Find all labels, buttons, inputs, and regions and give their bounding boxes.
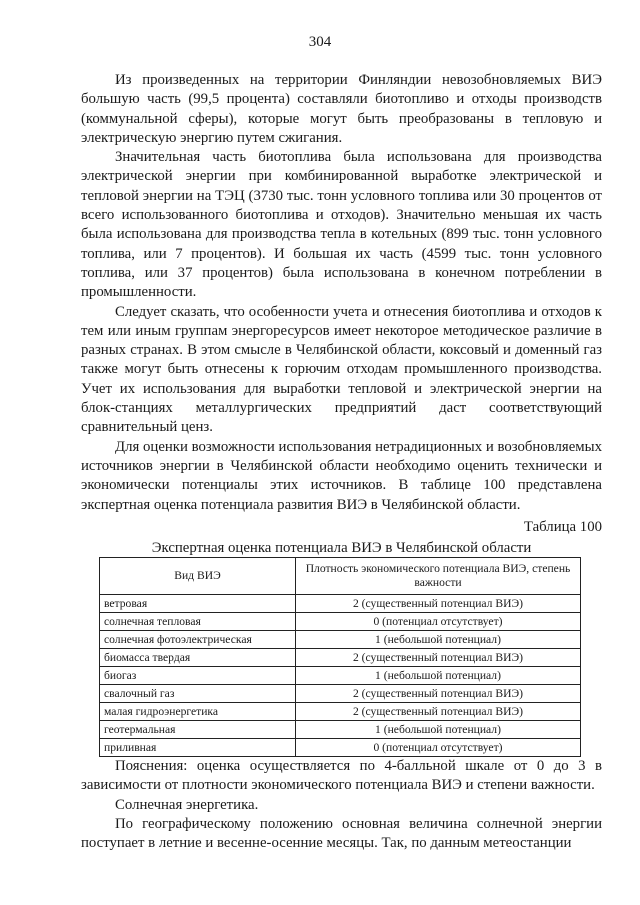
- row-value: 1 (небольшой потенциал): [296, 721, 581, 739]
- table-row: [100, 613, 581, 631]
- page-number: 304: [308, 34, 332, 50]
- paragraph-biofuel-usage: Значительная часть биотоплива была использована для производства электрической энергии при комбинированной выработке электрической и тепловой энергии на ТЭЦ (3730 тыс. тонн условного топлива или 30 процентов от всего использованного биотоплива и отходов). Значительно меньшая их часть была использована для производства тепла в котельных (899 тыс. тонн условного топлива, или 7 процентов). И большая их часть (4599 тыс. тонн условного топлива, или 37 процентов) была использована в конечном потреблении в промышленности.: [81, 149, 602, 301]
- table-row: [100, 739, 581, 757]
- row-type: ветровая: [100, 595, 296, 613]
- paragraph-finland: Из произведенных на территории Финляндии невозобновляемых ВИЭ большую часть (99,5 процента) составляли биотопливо и отходы производств (коммунальной сферы), которые могут быть преобразованы в тепловую и электрическую энергию путем сжигания.: [81, 72, 602, 146]
- renewables-potential-table: [99, 557, 581, 757]
- table-row: [100, 685, 581, 703]
- row-type: биогаз: [100, 667, 296, 685]
- paragraph-accounting-methods: Следует сказать, что особенности учета и отнесения биотоплива и отходов к тем или иным группам энергоресурсов имеет некоторое методическое различие в разных странах. В этом смысле в Челябинской области, коксовый и доменный газ также могут быть отнесены к горючим отходам промышленного производства. Учет их использования для выработки тепловой и электрической энергии на блок-станциях металлургических предприятий даст соответствующий сравнительный ценз.: [81, 303, 602, 436]
- row-value: 0 (потенциал отсутствует): [296, 613, 581, 631]
- table-row: [100, 595, 581, 613]
- paragraph-notes: Пояснения: оценка осуществляется по 4-балльной шкале от 0 до 3 в зависимости от плотности экономического потенциала ВИЭ и степени важности.: [81, 758, 602, 794]
- document-body: [81, 71, 602, 854]
- header-type: Вид ВИЭ: [100, 558, 296, 595]
- row-type: малая гидроэнергетика: [100, 703, 296, 721]
- row-value: 2 (существенный потенциал ВИЭ): [296, 649, 581, 667]
- table-header-row: [100, 558, 581, 595]
- row-type: солнечная тепловая: [100, 613, 296, 631]
- table-row: [100, 703, 581, 721]
- table-caption: Таблица 100: [523, 518, 602, 535]
- row-type: биомасса твердая: [100, 649, 296, 667]
- table-title: Экспертная оценка потенциала ВИЭ в Челябинской области: [151, 540, 532, 557]
- row-type: солнечная фотоэлектрическая: [100, 631, 296, 649]
- row-value: 2 (существенный потенциал ВИЭ): [296, 595, 581, 613]
- paragraph-potential-assessment: Для оценки возможности использования нетрадиционных и возобновляемых источников энергии в Челябинской области необходимо оценить технически и экономически потенциалы этих источников. В таблице 100 представлена экспертная оценка потенциала развития ВИЭ в Челябинской области.: [81, 438, 602, 513]
- paragraph-solar-heading: Солнечная энергетика.: [115, 796, 259, 813]
- table-row: [100, 667, 581, 685]
- paragraph-solar-text: По географическому положению основная величина солнечной энергии поступает в летние и весенне-осенние месяцы. Так, по данным метеостанции: [81, 816, 602, 852]
- header-potential: Плотность экономического потенциала ВИЭ, степень важности: [296, 558, 581, 595]
- table-row: [100, 631, 581, 649]
- row-type: геотермальная: [100, 721, 296, 739]
- table-row: [100, 721, 581, 739]
- table-row: [100, 649, 581, 667]
- row-value: 1 (небольшой потенциал): [296, 667, 581, 685]
- row-type: свалочный газ: [100, 685, 296, 703]
- row-value: 1 (небольшой потенциал): [296, 631, 581, 649]
- row-value: 2 (существенный потенциал ВИЭ): [296, 703, 581, 721]
- row-type: приливная: [100, 739, 296, 757]
- row-value: 2 (существенный потенциал ВИЭ): [296, 685, 581, 703]
- row-value: 0 (потенциал отсутствует): [296, 739, 581, 757]
